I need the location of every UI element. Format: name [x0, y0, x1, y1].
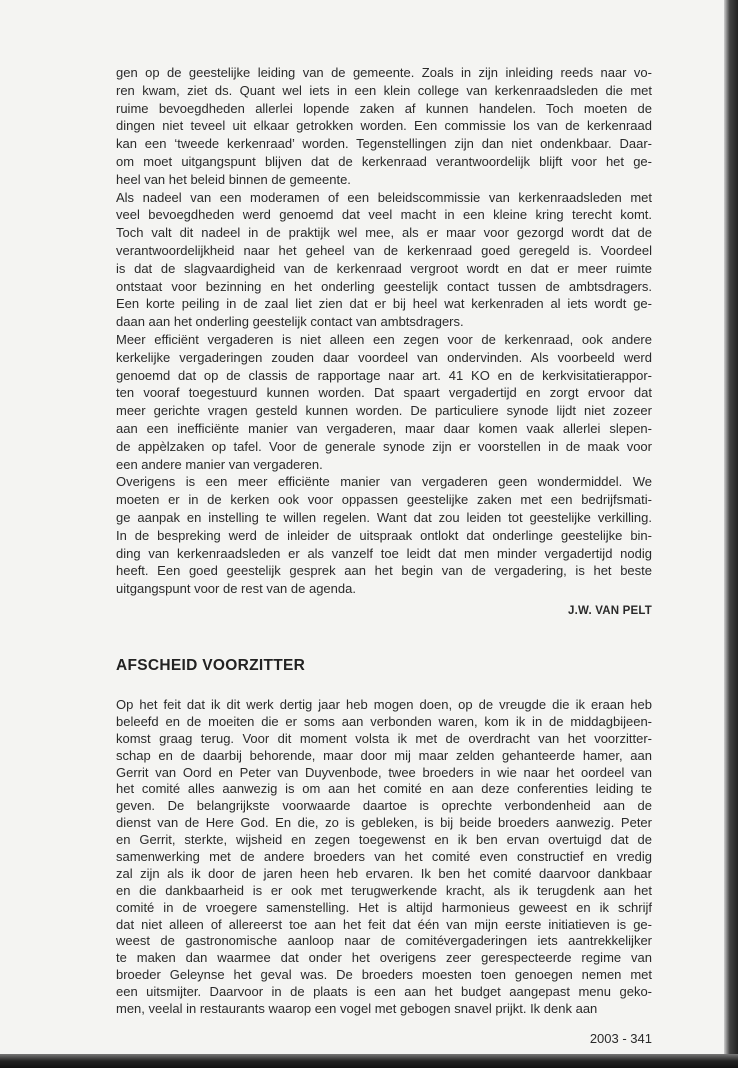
- text-line: broeder Geleynse het geval was. De broeders moesten toen genoegen nemen met: [116, 967, 652, 983]
- text-line: heel van het beleid binnen de gemeente.: [116, 171, 351, 187]
- text-line: beleefd en de moeiten die er soms aan verbonden waren, kom ik in de middagbijeen-: [116, 713, 652, 729]
- text-line: zal zijn als ik door de jaren heen heb ervaren. Ik ben het comité daarvoor dankbaar: [116, 865, 652, 881]
- text-line: kerkelijke vergaderingen zouden daar voordeel van ondervinden. Als voorbeeld werd: [116, 349, 652, 365]
- text-line: genoemd dat op de classis de rapportage naar art. 41 KO en de kerkvisitatierappor-: [116, 367, 652, 383]
- text-line: comité in de vroegere samenstelling. Het is altijd harmonieus geweest en ik schrijf: [116, 899, 652, 915]
- text-line: en Gerrit, sterkte, wijsheid en zegen toegewenst en ik ben ervan overtuigd dat de: [116, 832, 652, 848]
- text-line: dat niet alleen of allereerst toe aan het feit dat één van mijn eerste initiatieven is ge-: [116, 916, 652, 932]
- text-line: ding van kerkenraadsleden er als vanzelf toe leidt dat men minder vergadertijd nodig: [116, 545, 652, 561]
- text-line: komst graag terug. Voor dit moment volsta ik met de overdracht van het voorzitter-: [116, 730, 652, 746]
- text-line: uitgangspunt voor de rest van de agenda.: [116, 581, 356, 597]
- scan-edge-bottom: [0, 1054, 738, 1068]
- text-line: In de bespreking werd de inleider de uitspraak ontlokt dat onderlinge geestelijke bin-: [116, 527, 652, 543]
- article-body-1: [116, 64, 652, 598]
- section-heading: AFSCHEID VOORZITTER: [116, 657, 306, 674]
- text-line: Overigens is een meer efficiënte manier van vergaderen geen wondermiddel. We: [116, 474, 652, 490]
- text-line: moeten er in de kerken ook voor oppassen geestelijke zaken met een bedrijfsmati-: [116, 492, 652, 508]
- text-line: is dat de slagvaardigheid van de kerkenraad vergroot wordt en dat er meer ruimte: [116, 260, 652, 276]
- text-line: weest de gastronomische aanloop naar de comitévergaderingen iets aantrekkelijker: [116, 933, 652, 949]
- text-line: de appèlzaken op tafel. Voor de generale synode zijn er voorstellen in de maak voor: [116, 438, 652, 454]
- text-line: ontstaat voor bezinning en het onderling geestelijk contact tussen de ambtsdragers.: [116, 278, 652, 294]
- text-line: ruime bevoegdheden allerlei lopende zaken af kunnen handelen. Toch moeten de: [116, 100, 652, 116]
- text-line: heeft. Een goed geestelijk gesprek aan het begin van de vergadering, is het beste: [116, 563, 652, 579]
- text-line: ren kwam, ziet ds. Quant wel iets in een klein college van kerkenraadsleden die met: [116, 82, 652, 98]
- text-line: Op het feit dat ik dit werk dertig jaar heb mogen doen, op de vreugde die ik eraan heb: [116, 697, 652, 712]
- text-line: een andere manier van vergaderen.: [116, 456, 323, 472]
- text-line: gen op de geestelijke leiding van de gemeente. Zoals in zijn inleiding reeds naar vo-: [116, 65, 652, 80]
- article-body-2: [116, 697, 652, 1018]
- text-line: geven. De belangrijkste voorwaarde daartoe is oprechte verbondenheid aan de: [116, 798, 652, 814]
- text-line: samenwerking met de andere broeders van het comité even constructief en vredig: [116, 849, 652, 865]
- text-line: dingen niet teveel uit elkaar getrokken worden. Een commissie los van de kerkenraad: [116, 118, 652, 134]
- text-line: het comité alles aanwezig is om aan het comité en aan deze conferenties leiding te: [116, 781, 652, 797]
- scan-edge-right: [724, 0, 738, 1068]
- text-line: ge aanpak en instelling te willen regelen. Want dat zou leiden tot geestelijke verkilling.: [116, 509, 652, 525]
- text-line: schap en de daarbij behorende, maar door mij maar zelden gehanteerde hamer, aan: [116, 747, 652, 763]
- text-line: Een korte peiling in de zaal liet zien dat er bij heel wat kerkenraden al iets wordt ge-: [116, 296, 652, 312]
- text-line: verantwoordelijkheid naar het geheel van de kerkenraad goed geregeld is. Voordeel: [116, 242, 652, 258]
- text-line: veel bevoegdheden werd genoemd dat veel macht in een kleine kring terecht komt.: [116, 207, 652, 223]
- text-line: daan aan het onderling geestelijk contact van ambtsdragers.: [116, 314, 464, 330]
- text-line: een uitsmijter. Daarvoor in de plaats is een aan het budget aangepast menu geko-: [116, 984, 652, 1000]
- text-line: ten vooraf toegestuurd kunnen worden. Dat spaart vergadertijd en zorgt ervoor dat: [116, 385, 652, 401]
- author-signature: J.W. VAN PELT: [568, 605, 652, 617]
- text-line: Toch valt dit nadeel in de praktijk wel mee, als er maar voor gezorgd wordt dat de: [116, 225, 652, 241]
- text-line: aan een inefficiënte manier van vergaderen, maar daar komen vaak allerlei slepen-: [116, 420, 652, 436]
- page-number: 2003 - 341: [589, 1031, 652, 1046]
- text-line: Meer efficiënt vergaderen is niet alleen een zegen voor de kerkenraad, ook andere: [116, 331, 652, 347]
- text-line: kan een ‘tweede kerkenraad’ worden. Tegenstellingen zijn dan niet ondenkbaar. Daar-: [116, 136, 652, 152]
- text-line: Als nadeel van een moderamen of een beleidscommissie van kerkenraadsleden met: [116, 189, 652, 205]
- text-line: en die dankbaarheid is er ook met terugwerkende kracht, als ik terugdenk aan het: [116, 882, 652, 898]
- text-line: om moet uitgangspunt blijven dat de kerkenraad verantwoordelijk blijft voor het ge-: [116, 153, 652, 169]
- text-line: Gerrit van Oord en Peter van Duyvenbode, twee broeders in wie naar het oordeel van: [116, 764, 652, 780]
- text-line: men, veelal in restaurants waarop een vogel met gebogen snavel prijkt. Ik denk aan: [116, 1001, 598, 1017]
- text-line: te maken dan waarmee dat onder het overigens zeer gerespecteerde regime van: [116, 950, 652, 966]
- text-line: dienst van de Here God. En die, zo is gebleken, is bij beide broeders aanwezig. Peter: [116, 815, 652, 831]
- text-line: meer gerichte vragen gesteld kunnen worden. De particuliere synode lijdt niet zozeer: [116, 403, 652, 419]
